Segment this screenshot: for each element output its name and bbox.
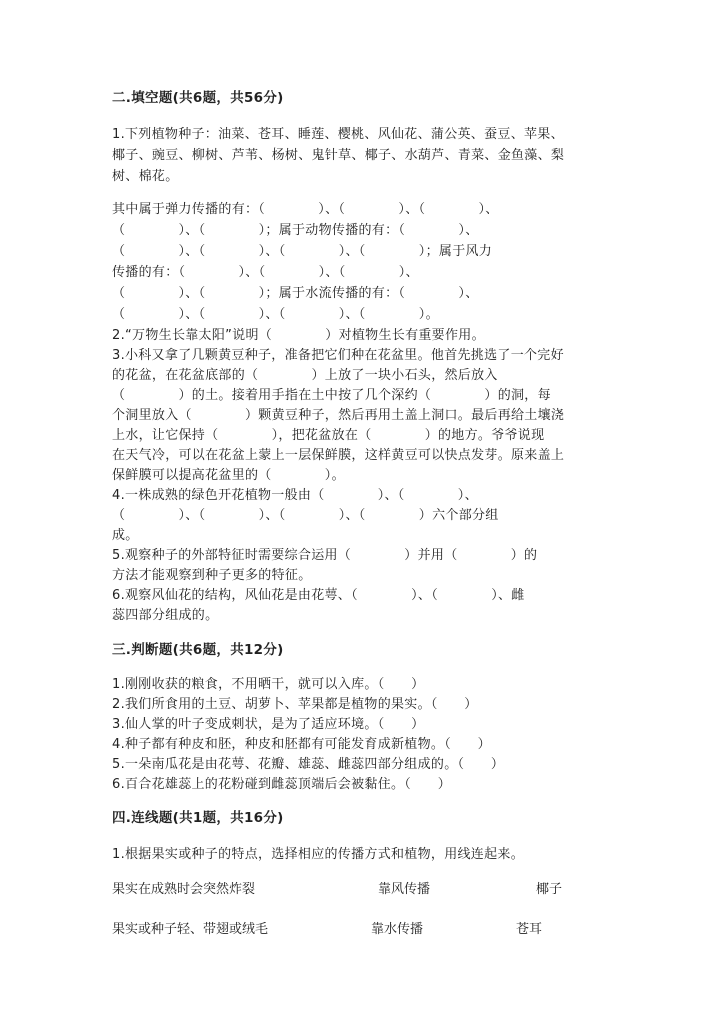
q1-stem-line: 椰子、豌豆、柳树、芦苇、杨树、鬼针草、椰子、水葫芦、青菜、金鱼藻、梨	[112, 148, 565, 163]
judgement-item: 3.仙人掌的叶子变成刺状，是为了适应环境。（ ）	[112, 717, 425, 732]
q3-line: （ ）的土。接着用手指在土中按了几个深约（ ）的洞，每	[112, 388, 551, 403]
section-4-title: 四.连线题(共1题，共16分)	[112, 810, 284, 826]
judgement-item: 6.百合花雄蕊上的花粉碰到雌蕊顶端后会被黏住。（ ）	[112, 777, 452, 792]
match-middle-item: 靠水传播	[371, 922, 424, 937]
judgement-item: 2.我们所食用的土豆、胡萝卜、苹果都是植物的果实。（ ）	[112, 697, 478, 712]
question-2-2: 2.“万物生长靠太阳”说明（ ）对植物生长有重要作用。	[112, 328, 485, 343]
judgement-item: 1.刚刚收获的粮食，不用晒干，就可以入库。（ ）	[112, 677, 425, 692]
match-middle-item: 靠风传播	[378, 882, 431, 897]
q3-line: 个洞里放入（ ）颗黄豆种子，然后再用土盖上洞口。最后再给土壤浇	[112, 408, 565, 423]
q6-line: 6.观察风仙花的结构，风仙花是由花萼、（ ）、（ ）、雌	[112, 588, 525, 603]
match-right-item: 椰子	[536, 882, 563, 897]
q5-line: 方法才能观察到种子更多的特征。	[112, 568, 312, 583]
judgement-item: 5.一朵南瓜花是由花萼、花瓣、雄蕊、雌蕊四部分组成的。（ ）	[112, 757, 505, 772]
q4-line: （ ）、（ ）、（ ）、（ ）六个部分组	[112, 508, 499, 523]
q3-line: 保鲜膜可以提高花盆里的（ ）。	[112, 468, 345, 483]
q1-answer-line: 其中属于弹力传播的有：（ ）、（ ）、（ ）、	[112, 202, 499, 217]
q1-answer-line: （ ）、（ ）；属于水流传播的有：（ ）、	[112, 286, 479, 301]
q1-answer-line: 传播的有：（ ）、（ ）、（ ）、	[112, 265, 419, 280]
q1-stem-line: 树、棉花。	[112, 169, 179, 184]
q3-line: 在天气冷，可以在花盆上蒙上一层保鲜膜，这样黄豆可以快点发芽。原来盖上	[112, 448, 565, 463]
q1-answer-line: （ ）、（ ）、（ ）、（ ）；属于风力	[112, 244, 493, 259]
q1-answer-line: （ ）、（ ）、（ ）、（ ）。	[112, 307, 439, 322]
match-left-item: 果实或种子轻、带翅或绒毛	[112, 922, 269, 937]
section-2-title: 二.填空题(共6题，共56分)	[112, 90, 284, 106]
q4-line: 4.一株成熟的绿色开花植物一般由（ ）、（ ）、	[112, 488, 478, 503]
q1-answer-line: （ ）、（ ）；属于动物传播的有：（ ）、	[112, 223, 479, 238]
matching-question: 1.根据果实或种子的特点，选择相应的传播方式和植物，用线连起来。	[112, 847, 525, 862]
match-left-item: 果实在成熟时会突然炸裂	[112, 882, 256, 897]
q3-line: 上水，让它保持（ ），把花盆放在（ ）的地方。爷爷说现	[112, 428, 545, 443]
q3-line: 的花盆，在花盆底部的（ ）上放了一块小石头，然后放入	[112, 368, 498, 383]
q5-line: 5.观察种子的外部特征时需要综合运用（ ）并用（ ）的	[112, 548, 538, 563]
q3-line: 3.小科又拿了几颗黄豆种子，准备把它们种在花盆里。他首先挑选了一个完好	[112, 348, 564, 363]
q4-line: 成。	[112, 528, 139, 543]
section-3-title: 三.判断题(共6题，共12分)	[112, 642, 284, 658]
q6-line: 蕊四部分组成的。	[112, 608, 219, 623]
match-right-item: 苍耳	[516, 922, 543, 937]
q1-stem-line: 1.下列植物种子：油菜、苍耳、睡莲、樱桃、风仙花、蒲公英、蚕豆、苹果、	[112, 127, 564, 142]
judgement-item: 4.种子都有种皮和胚，种皮和胚都有可能发育成新植物。（ ）	[112, 737, 491, 752]
